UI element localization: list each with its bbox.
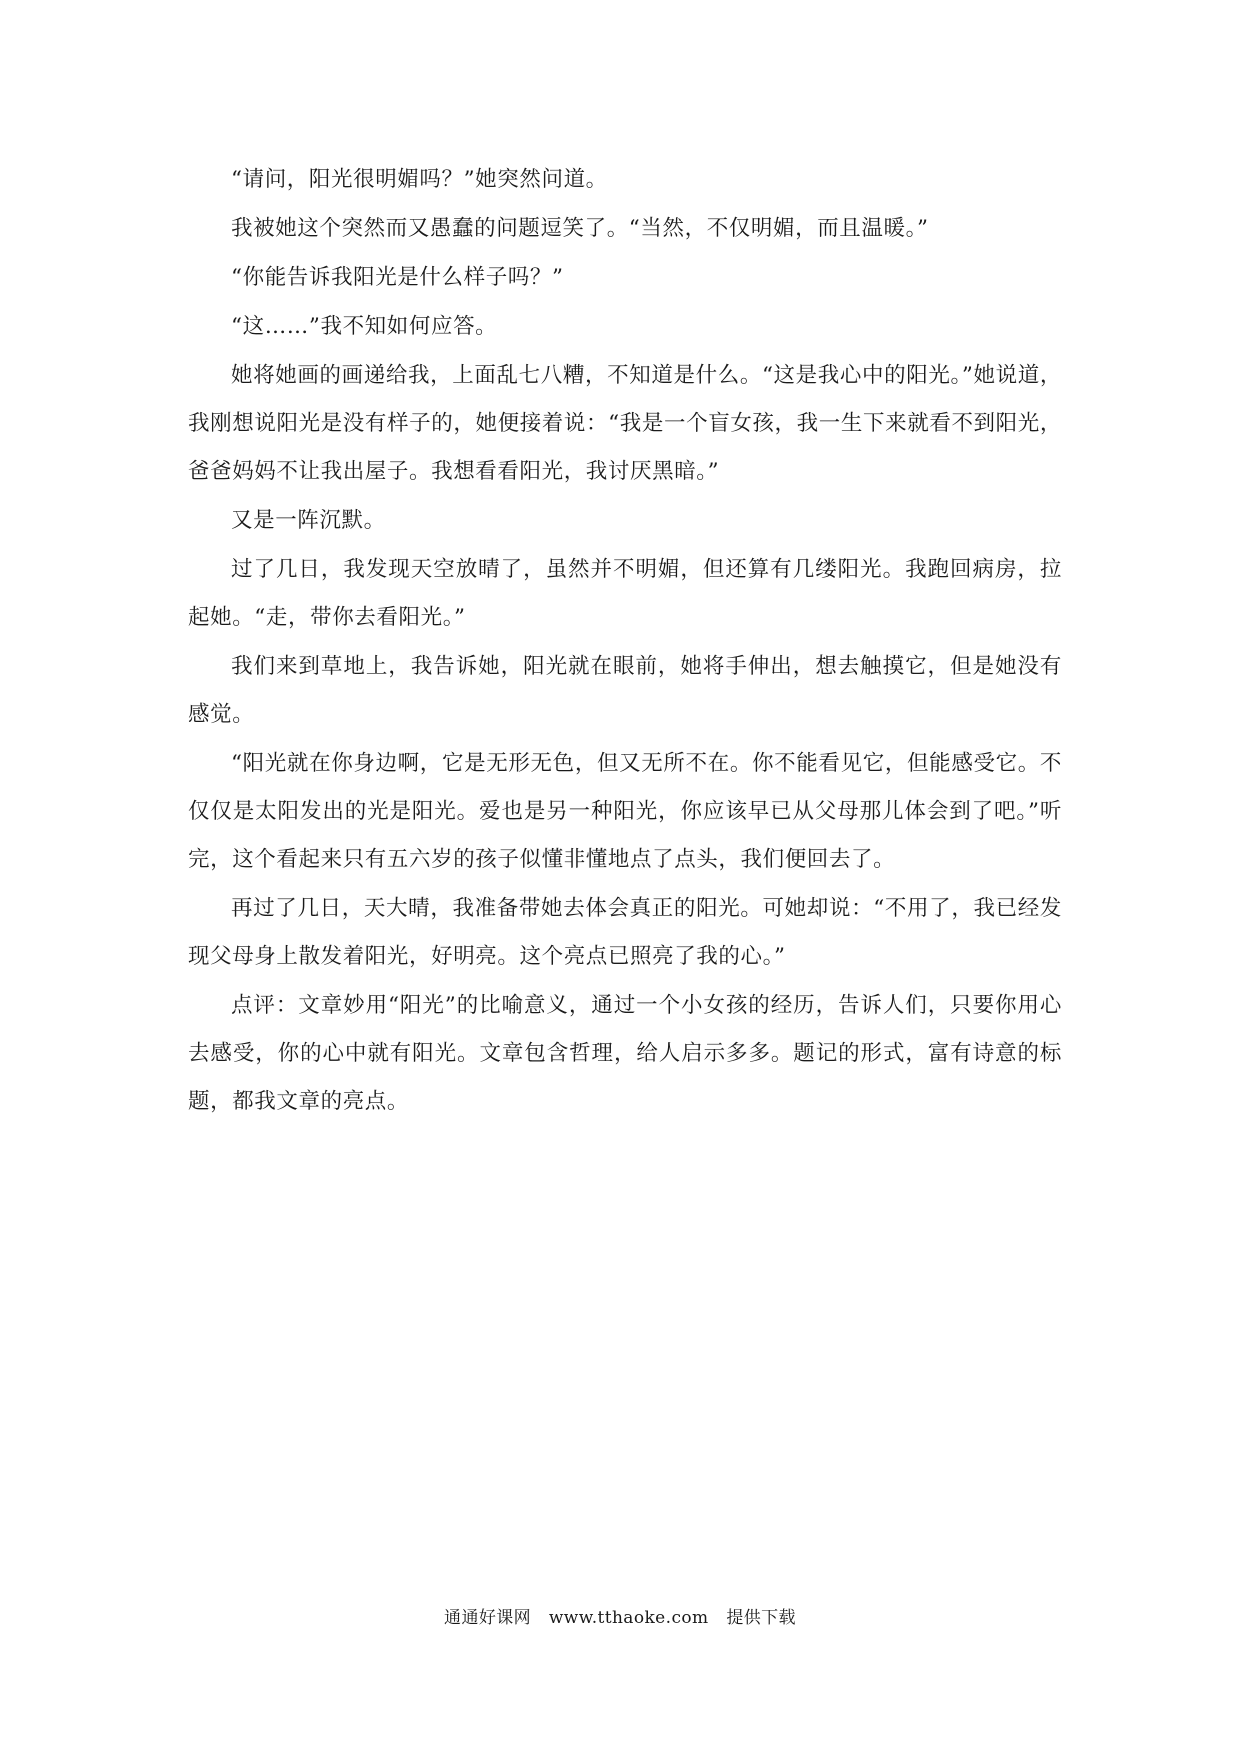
paragraph: “这……”我不知如何应答。 (231, 314, 498, 339)
paragraph: 再过了几日，天大晴，我准备带她去体会真正的阳光。可她却说：“不用了，我已经发现父母身上散发着阳光，好明亮。这个亮点已照亮了我的心。” (188, 896, 1062, 969)
footer-suffix: 提供下载 (726, 1608, 796, 1628)
paragraph: 又是一阵沉默。 (231, 508, 386, 533)
page-footer (0, 1606, 1240, 1630)
footer-site-name: 通通好课网 (444, 1608, 532, 1628)
paragraph: 过了几日，我发现天空放晴了，虽然并不明媚，但还算有几缕阳光。我跑回病房，拉起她。“走，带你去看阳光。” (188, 557, 1062, 630)
paragraph: 我被她这个突然而又愚蠢的问题逗笑了。“当然，不仅明媚，而且温暖。” (231, 216, 929, 241)
paragraph: “阳光就在你身边啊，它是无形无色，但又无所不在。你不能看见它，但能感受它。不仅仅是太阳发出的光是阳光。爱也是另一种阳光，你应该早已从父母那儿体会到了吧。”听完，这个看起来只有五六岁的孩子似懂非懂地点了点头，我们便回去了。 (188, 751, 1062, 872)
paragraph: “你能告诉我阳光是什么样子吗？” (231, 265, 564, 290)
paragraph: “请问，阳光很明媚吗？”她突然问道。 (231, 167, 608, 192)
paragraph: 我们来到草地上，我告诉她，阳光就在眼前，她将手伸出，想去触摸它，但是她没有感觉。 (188, 654, 1062, 727)
footer-url: www.tthaoke.com (548, 1608, 709, 1628)
commentary-paragraph: 点评：文章妙用“阳光”的比喻意义，通过一个小女孩的经历，告诉人们，只要你用心去感受，你的心中就有阳光。文章包含哲理，给人启示多多。题记的形式，富有诗意的标题，都我文章的亮点。 (188, 993, 1062, 1114)
article-body (188, 156, 1062, 1126)
paragraph: 她将她画的画递给我，上面乱七八糟，不知道是什么。“这是我心中的阳光。”她说道，我刚想说阳光是没有样子的，她便接着说：“我是一个盲女孩，我一生下来就看不到阳光，爸爸妈妈不让我出屋子。我想看看阳光，我讨厌黑暗。” (188, 363, 1062, 484)
